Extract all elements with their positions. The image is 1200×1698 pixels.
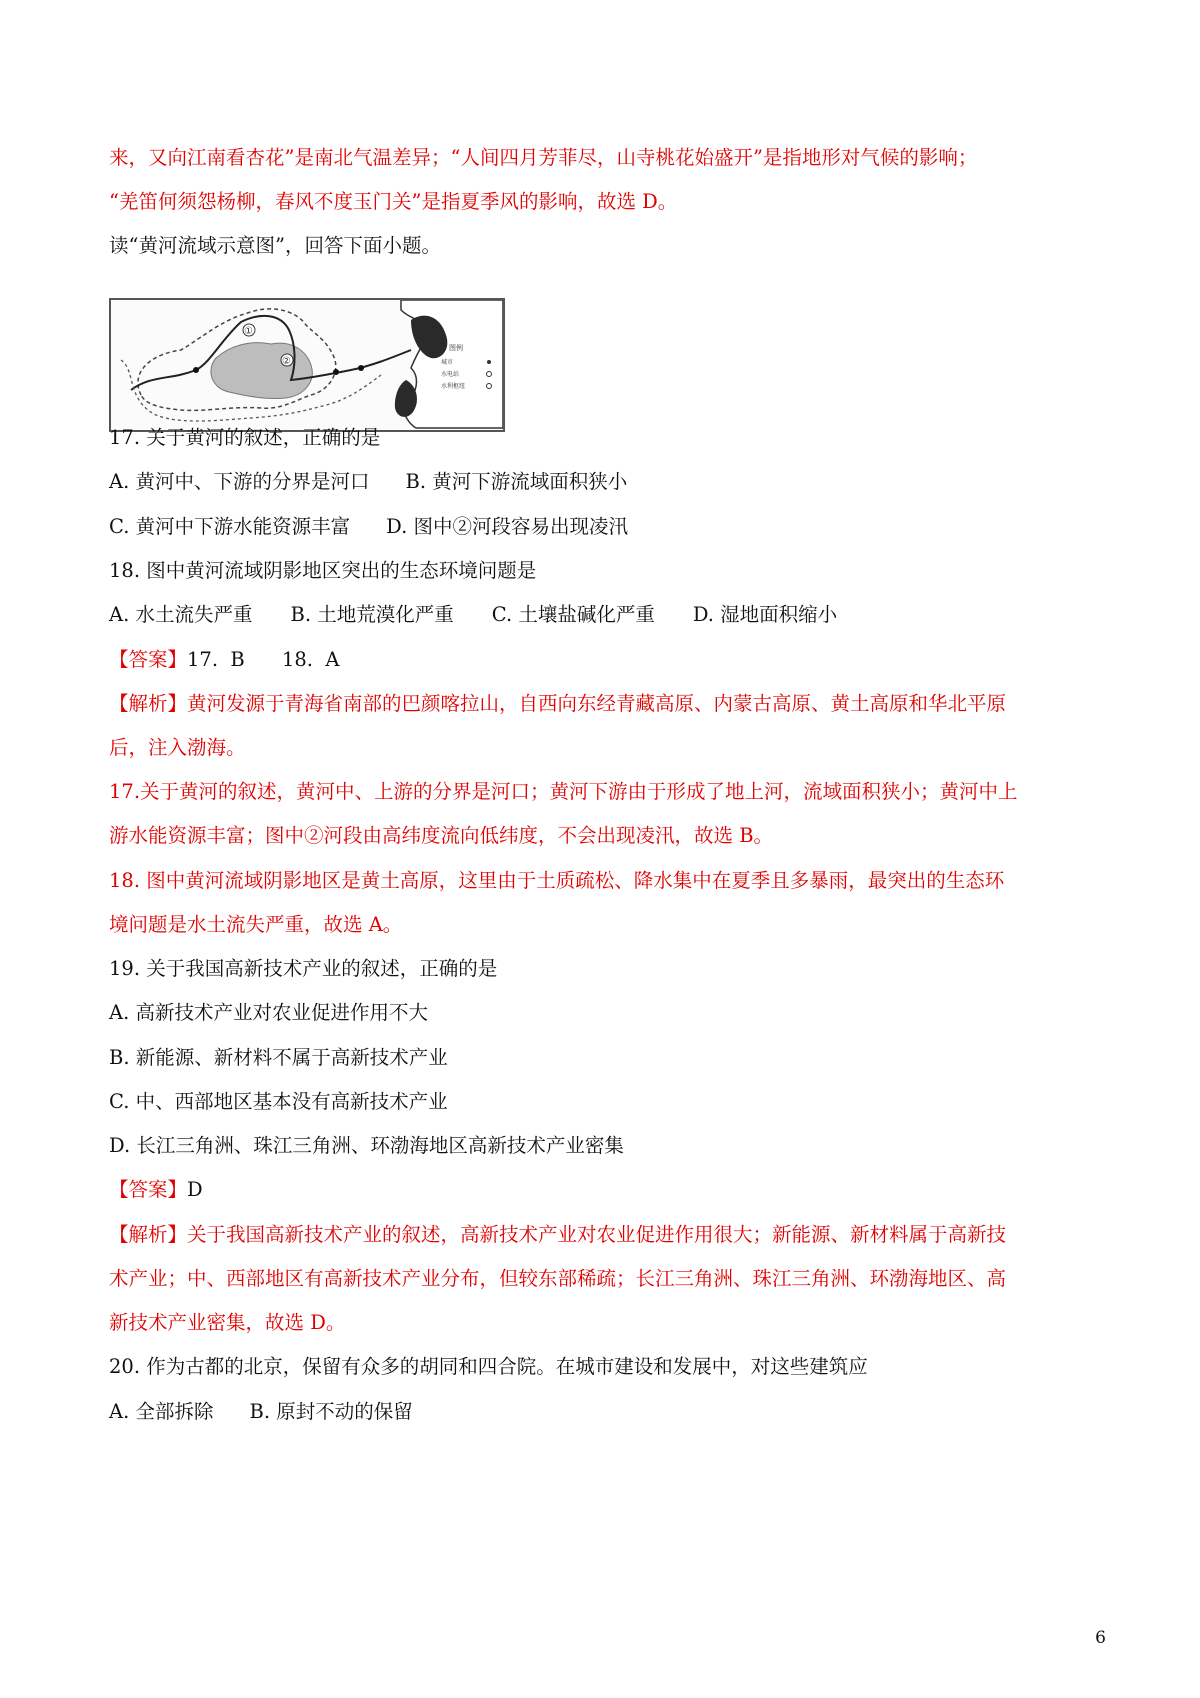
legend-city-icon [487, 360, 491, 364]
map-drawing [111, 300, 503, 430]
page-number: 6 [1095, 1628, 1106, 1648]
question-17-options-row1 [109, 467, 627, 497]
answer-17-18 [109, 645, 339, 675]
shaded-region [211, 343, 312, 399]
legend-title: 图例 [449, 344, 463, 352]
question-20-options [109, 1397, 413, 1427]
text-line: 来，又向江南看杏花”是南北气温差异；“人间四月芳菲尽，山寺桃花始盛开”是指地形对气候的影响； [109, 146, 978, 169]
legend-item-city: 城市 [441, 359, 454, 366]
question-20: 20. 作为古都的北京，保留有众多的胡同和四合院。在城市建设和发展中，对这些建筑应 [109, 1355, 868, 1378]
option-19c: C. 中、西部地区基本没有高新技术产业 [109, 1090, 448, 1113]
answer-value: D [187, 1178, 203, 1201]
question-17-options-row2 [109, 512, 628, 542]
explanation-19 [109, 1220, 1006, 1250]
legend-item-hydro: 水电站 [441, 371, 460, 378]
city-dot [333, 369, 339, 375]
text-line: 术产业；中、西部地区有高新技术产业分布，但较东部稀疏；长江三角洲、珠江三角洲、环渤海地区、高 [109, 1267, 1007, 1290]
map-label-1: ① [244, 326, 253, 337]
question-18: 18. 图中黄河流域阴影地区突出的生态环境问题是 [109, 559, 537, 582]
text-line: 读“黄河流域示意图”，回答下面小题。 [109, 234, 441, 257]
answer-tag: 【答案】 [109, 1178, 188, 1201]
option-17a: A. 黄河中、下游的分界是河口 [109, 470, 370, 493]
option-17d: D. 图中②河段容易出现凌汛 [386, 515, 628, 538]
option-17b: B. 黄河下游流域面积狭小 [405, 470, 628, 493]
text-line: 18. 图中黄河流域阴影地区是黄土高原，这里由于土质疏松、降水集中在夏季且多暴雨，最突出的生态环 [109, 869, 1005, 892]
option-18a: A. 水土流失严重 [109, 603, 253, 626]
legend-item-dam: 水利枢纽 [441, 383, 466, 390]
question-19: 19. 关于我国高新技术产业的叙述，正确的是 [109, 957, 498, 980]
option-19a: A. 高新技术产业对农业促进作用不大 [109, 1001, 428, 1024]
explanation-tag: 【解析】 [109, 692, 188, 715]
option-18c: C. 土壤盐碱化严重 [491, 603, 655, 626]
option-19b: B. 新能源、新材料不属于高新技术产业 [109, 1046, 448, 1069]
answer-19 [109, 1175, 203, 1205]
option-17c: C. 黄河中下游水能资源丰富 [109, 515, 351, 538]
text-line: 游水能资源丰富；图中②河段由高纬度流向低纬度，不会出现凌汛，故选 B。 [109, 824, 774, 847]
text-line: 新技术产业密集，故选 D。 [109, 1311, 346, 1334]
text-line: 后，注入渤海。 [109, 736, 246, 759]
text-line: “羌笛何须怨杨柳，春风不度玉门关”是指夏季风的影响，故选 D。 [109, 190, 678, 213]
option-19d: D. 长江三角洲、珠江三角洲、环渤海地区高新技术产业密集 [109, 1134, 624, 1157]
explanation-intro [109, 689, 1006, 719]
option-18b: B. 土地荒漠化严重 [290, 603, 454, 626]
explanation-text: 黄河发源于青海省南部的巴颜喀拉山，自西向东经青藏高原、内蒙古高原、黄土高原和华北平原 [187, 692, 1007, 715]
city-dot [193, 367, 199, 373]
option-20a: A. 全部拆除 [109, 1400, 214, 1423]
question-17: 17. 关于黄河的叙述，正确的是 [109, 426, 381, 449]
question-18-options [109, 600, 837, 630]
option-20b: B. 原封不动的保留 [249, 1400, 413, 1423]
option-18d: D. 湿地面积缩小 [692, 603, 838, 626]
explanation-tag: 【解析】 [109, 1223, 188, 1246]
yellow-river-basin-map [109, 298, 505, 432]
answer-value: 17. B 18. A [187, 648, 340, 671]
text-line: 境问题是水土流失严重，故选 A。 [109, 913, 403, 936]
answer-tag: 【答案】 [109, 648, 188, 671]
text-line: 17.关于黄河的叙述，黄河中、上游的分界是河口；黄河下游由于形成了地上河，流域面积狭小；黄河中上 [109, 780, 1018, 803]
explanation-text: 关于我国高新技术产业的叙述，高新技术产业对农业促进作用很大；新能源、新材料属于高新技 [187, 1223, 1007, 1246]
city-dot [358, 365, 364, 371]
map-label-2: ② [282, 356, 291, 367]
